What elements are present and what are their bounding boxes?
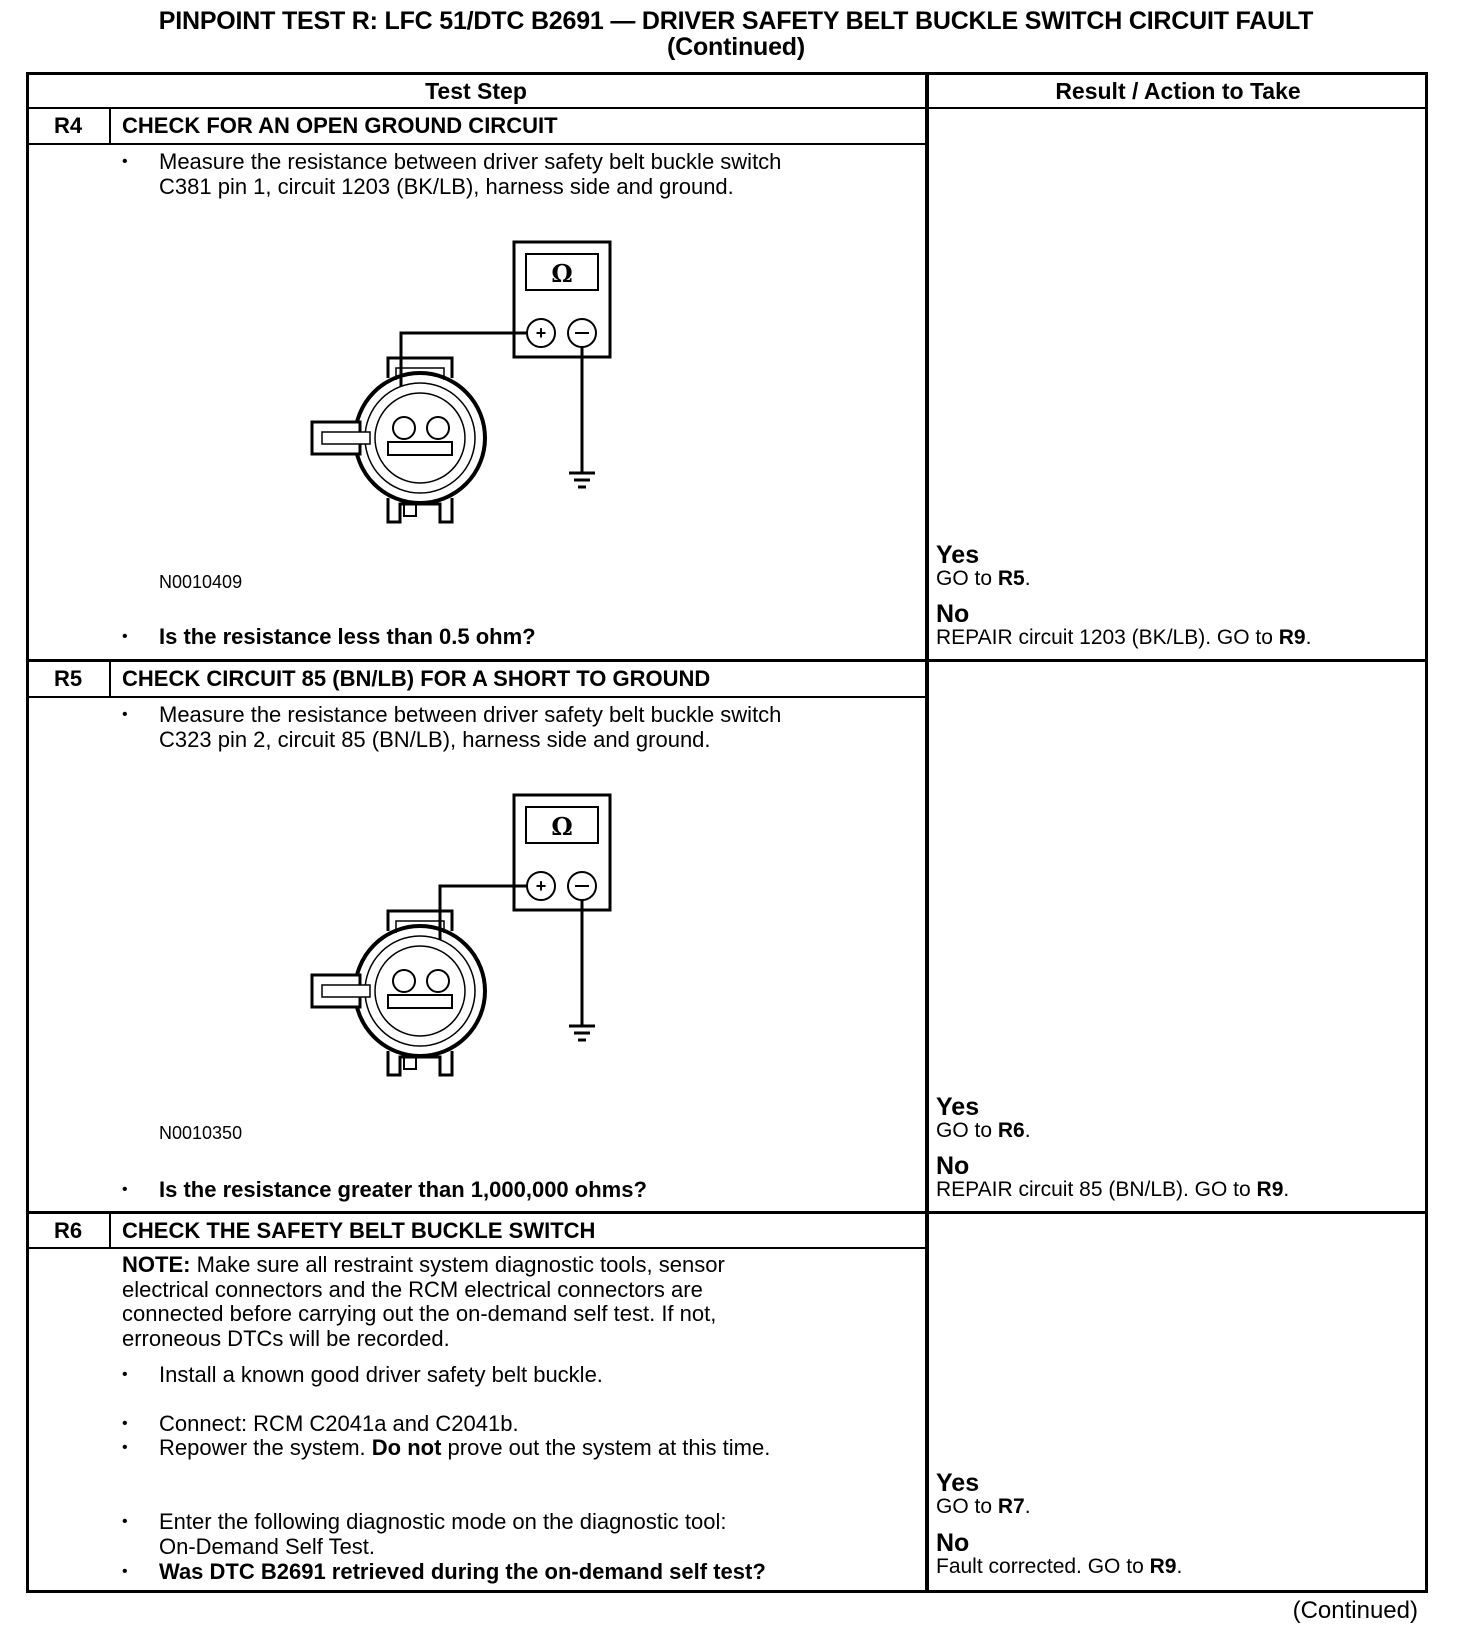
- step-title-divider: [26, 696, 926, 698]
- row-divider: [26, 659, 1428, 662]
- ohm-symbol: Ω: [551, 812, 573, 841]
- bullet-icon: •: [122, 1181, 128, 1198]
- instruction-line-2: C381 pin 1, circuit 1203 (BK/LB), harness side and ground.: [159, 174, 734, 199]
- action-text: GO to: [936, 1495, 998, 1518]
- instruction-bullet-4-line-2: On-Demand Self Test.: [159, 1534, 376, 1559]
- bullet-icon: •: [122, 1513, 128, 1530]
- connector-icon: [312, 358, 485, 522]
- action-text: GO to: [936, 1119, 998, 1142]
- step-id-divider: [109, 660, 111, 697]
- header-result-action: Result / Action to Take: [1055, 78, 1301, 104]
- step-id-divider: [109, 107, 111, 143]
- note-text: Make sure all restraint system diagnostic tools, sensor: [190, 1252, 725, 1277]
- result-no-action: [936, 626, 1311, 650]
- svg-text:+: +: [535, 323, 547, 343]
- goto-link[interactable]: R6: [997, 1119, 1025, 1142]
- title-line-1: PINPOINT TEST R: LFC 51/DTC B2691 — DRIVER SAFETY BELT BUCKLE SWITCH CIRCUIT FAULT: [158, 7, 1314, 35]
- action-suffix: .: [1305, 626, 1312, 649]
- result-no-action: [936, 1178, 1289, 1202]
- ground-icon: [569, 473, 595, 487]
- step-id-divider: [109, 1212, 111, 1248]
- goto-link[interactable]: R9: [1256, 1178, 1284, 1201]
- bullet-icon: •: [122, 628, 128, 645]
- result-yes-label: Yes: [936, 1469, 980, 1497]
- goto-link[interactable]: R9: [1149, 1555, 1177, 1578]
- goto-link[interactable]: R7: [997, 1495, 1025, 1518]
- step-title: CHECK CIRCUIT 85 (BN/LB) FOR A SHORT TO GROUND: [122, 666, 711, 691]
- text: prove out the system at this time.: [441, 1435, 771, 1460]
- step-title-divider: [26, 1247, 926, 1249]
- header-test-step: Test Step: [425, 78, 527, 104]
- header-divider: [26, 107, 1428, 109]
- goto-link[interactable]: R9: [1278, 626, 1306, 649]
- result-yes-label: Yes: [936, 1093, 980, 1121]
- result-yes-action: [936, 1495, 1031, 1519]
- bullet-icon: •: [122, 153, 128, 170]
- connector-icon: [312, 911, 485, 1075]
- action-text: REPAIR circuit 1203 (BK/LB). GO to: [936, 626, 1279, 649]
- ground-icon: [569, 1026, 595, 1040]
- step-question: Was DTC B2691 retrieved during the on-demand self test?: [159, 1559, 766, 1584]
- bullet-icon: •: [122, 1415, 128, 1432]
- note-line-4: erroneous DTCs will be recorded.: [122, 1325, 450, 1351]
- action-suffix: .: [1024, 1119, 1031, 1142]
- bullet-icon: •: [122, 1563, 128, 1580]
- page-title: [0, 8, 1472, 60]
- step-id: R5: [53, 666, 83, 691]
- action-suffix: .: [1283, 1178, 1290, 1201]
- instruction-bullet-2: Connect: RCM C2041a and C2041b.: [159, 1411, 519, 1436]
- ohm-symbol: Ω: [551, 259, 573, 288]
- result-no-label: No: [936, 600, 970, 628]
- note-line-2: electrical connectors and the RCM electrical connectors are: [122, 1276, 703, 1302]
- instruction-bullet-3: [159, 1436, 770, 1461]
- step-question: Is the resistance greater than 1,000,000 ohms?: [159, 1177, 647, 1202]
- instruction-line-1: Measure the resistance between driver safety belt buckle switch: [159, 702, 782, 727]
- svg-text:+: +: [535, 876, 547, 896]
- title-line-2: (Continued): [666, 33, 806, 61]
- step-title: CHECK FOR AN OPEN GROUND CIRCUIT: [122, 113, 558, 138]
- action-suffix: .: [1176, 1555, 1183, 1578]
- figure-id: N0010409: [159, 572, 243, 592]
- action-text: GO to: [936, 567, 998, 590]
- action-suffix: .: [1024, 567, 1031, 590]
- instruction-bullet-1: Install a known good driver safety belt buckle.: [159, 1362, 603, 1387]
- ohmmeter-connector-diagram: [300, 230, 620, 550]
- figure-id: N0010350: [159, 1123, 243, 1143]
- result-yes-action: [936, 1119, 1031, 1143]
- step-title: CHECK THE SAFETY BELT BUCKLE SWITCH: [122, 1218, 596, 1243]
- note-line-1: [122, 1253, 725, 1278]
- note-block: [122, 1253, 725, 1351]
- continued-footer: (Continued): [1292, 1597, 1418, 1624]
- emphasis: Do not: [371, 1435, 442, 1460]
- text: Repower the system.: [159, 1435, 372, 1460]
- goto-link[interactable]: R5: [997, 567, 1025, 590]
- note-label: NOTE:: [122, 1252, 191, 1277]
- column-divider: [925, 72, 929, 1593]
- step-title-divider: [26, 143, 926, 145]
- step-id: R6: [53, 1218, 83, 1243]
- row-divider: [26, 1211, 1428, 1214]
- action-text: Fault corrected. GO to: [936, 1555, 1150, 1578]
- step-question: Is the resistance less than 0.5 ohm?: [159, 624, 536, 649]
- instruction-line-2: C323 pin 2, circuit 85 (BN/LB), harness side and ground.: [159, 727, 711, 752]
- result-no-label: No: [936, 1152, 970, 1180]
- result-no-label: No: [936, 1529, 970, 1557]
- action-text: REPAIR circuit 85 (BN/LB). GO to: [936, 1178, 1257, 1201]
- bullet-icon: •: [122, 1439, 128, 1456]
- instruction-line-1: Measure the resistance between driver safety belt buckle switch: [159, 149, 782, 174]
- bullet-icon: •: [122, 706, 128, 723]
- result-yes-action: [936, 567, 1031, 591]
- ohmmeter-connector-diagram: [300, 783, 620, 1103]
- instruction-bullet-4-line-1: Enter the following diagnostic mode on the diagnostic tool:: [159, 1509, 727, 1534]
- bullet-icon: •: [122, 1366, 128, 1383]
- result-no-action: [936, 1555, 1182, 1579]
- result-yes-label: Yes: [936, 541, 980, 569]
- action-suffix: .: [1024, 1495, 1031, 1518]
- note-line-3: connected before carrying out the on-demand self test. If not,: [122, 1301, 717, 1326]
- step-id: R4: [53, 113, 83, 138]
